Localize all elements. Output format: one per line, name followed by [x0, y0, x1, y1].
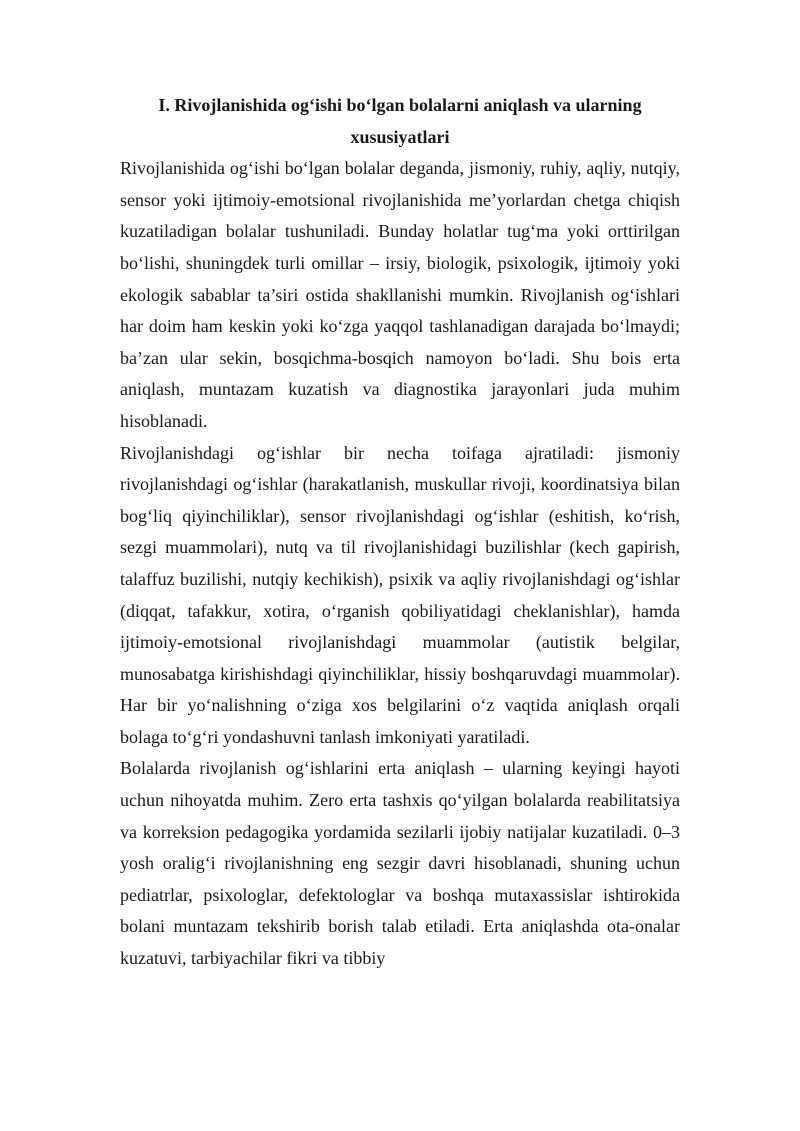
section-title: I. Rivojlanishida og‘ishi bo‘lgan bolalarni aniqlash va ularning xususiyatlari — [158, 95, 642, 147]
paragraph-definition: Rivojlanishida og‘ishi bo‘lgan bolalar deganda, jismoniy, ruhiy, aqliy, nutqiy, sensor yoki ijtimoiy-emotsional rivojlanishida me’yorlardan chetga chiqish kuzatiladigan bolalar tushuniladi. Bunday holatlar tug‘ma yoki orttirilgan bo‘lishi, shuningdek turli omillar – irsiy, biologik, psixologik, ijtimoiy yoki ekologik sabablar ta’siri ostida shakllanishi mumkin. Rivojlanish og‘ishlari har doim ham keskin yoki ko‘zga yaqqol tashlanadigan darajada bo‘lmaydi; ba’zan ular sekin, bosqichma-bosqich namoyon bo‘ladi. Shu bois erta aniqlash, muntazam kuzatish va diagnostika jarayonlari juda muhim hisoblanadi. — [120, 158, 680, 431]
paragraph-early-detection: Bolalarda rivojlanish og‘ishlarini erta aniqlash – ularning keyingi hayoti uchun nihoyatda muhim. Zero erta tashxis qo‘yilgan bolalarda reabilitatsiya va korreksion pedagogika yordamida sezilarli ijobiy natijalar kuzatiladi. 0–3 yosh oralig‘i rivojlanishning eng sezgir davri hisoblanadi, shuning uchun pediatrlar, psixologlar, defektologlar va boshqa mutaxassislar ishtirokida bolani muntazam tekshirib borish talab etiladi. Erta aniqlashda ota-onalar kuzatuvi, tarbiyachilar fikri va tibbiy — [120, 758, 680, 969]
document-page — [120, 90, 680, 975]
paragraph-categories: Rivojlanishdagi og‘ishlar bir necha toifaga ajratiladi: jismoniy rivojlanishdagi og‘ishlar (harakatlanish, muskullar rivoji, koordinatsiya bilan bog‘liq qiyinchiliklar), sensor rivojlanishdagi og‘ishlar (eshitish, ko‘rish, sezgi muammolari), nutq va til rivojlanishidagi buzilishlar (kech gapirish, talaffuz buzilishi, nutqiy kechikish), psixik va aqliy rivojlanishdagi og‘ishlar (diqqat, tafakkur, xotira, o‘rganish qobiliyatidagi cheklanishlar), hamda ijtimoiy-emotsional rivojlanishdagi muammolar (autistik belgilar, munosabatga kirishishdagi qiyinchiliklar, hissiy boshqaruvdagi muammolar). Har bir yo‘nalishning o‘ziga xos belgilarini o‘z vaqtida aniqlash orqali bolaga to‘g‘ri yondashuvni tanlash imkoniyati yaratiladi. — [120, 442, 680, 747]
